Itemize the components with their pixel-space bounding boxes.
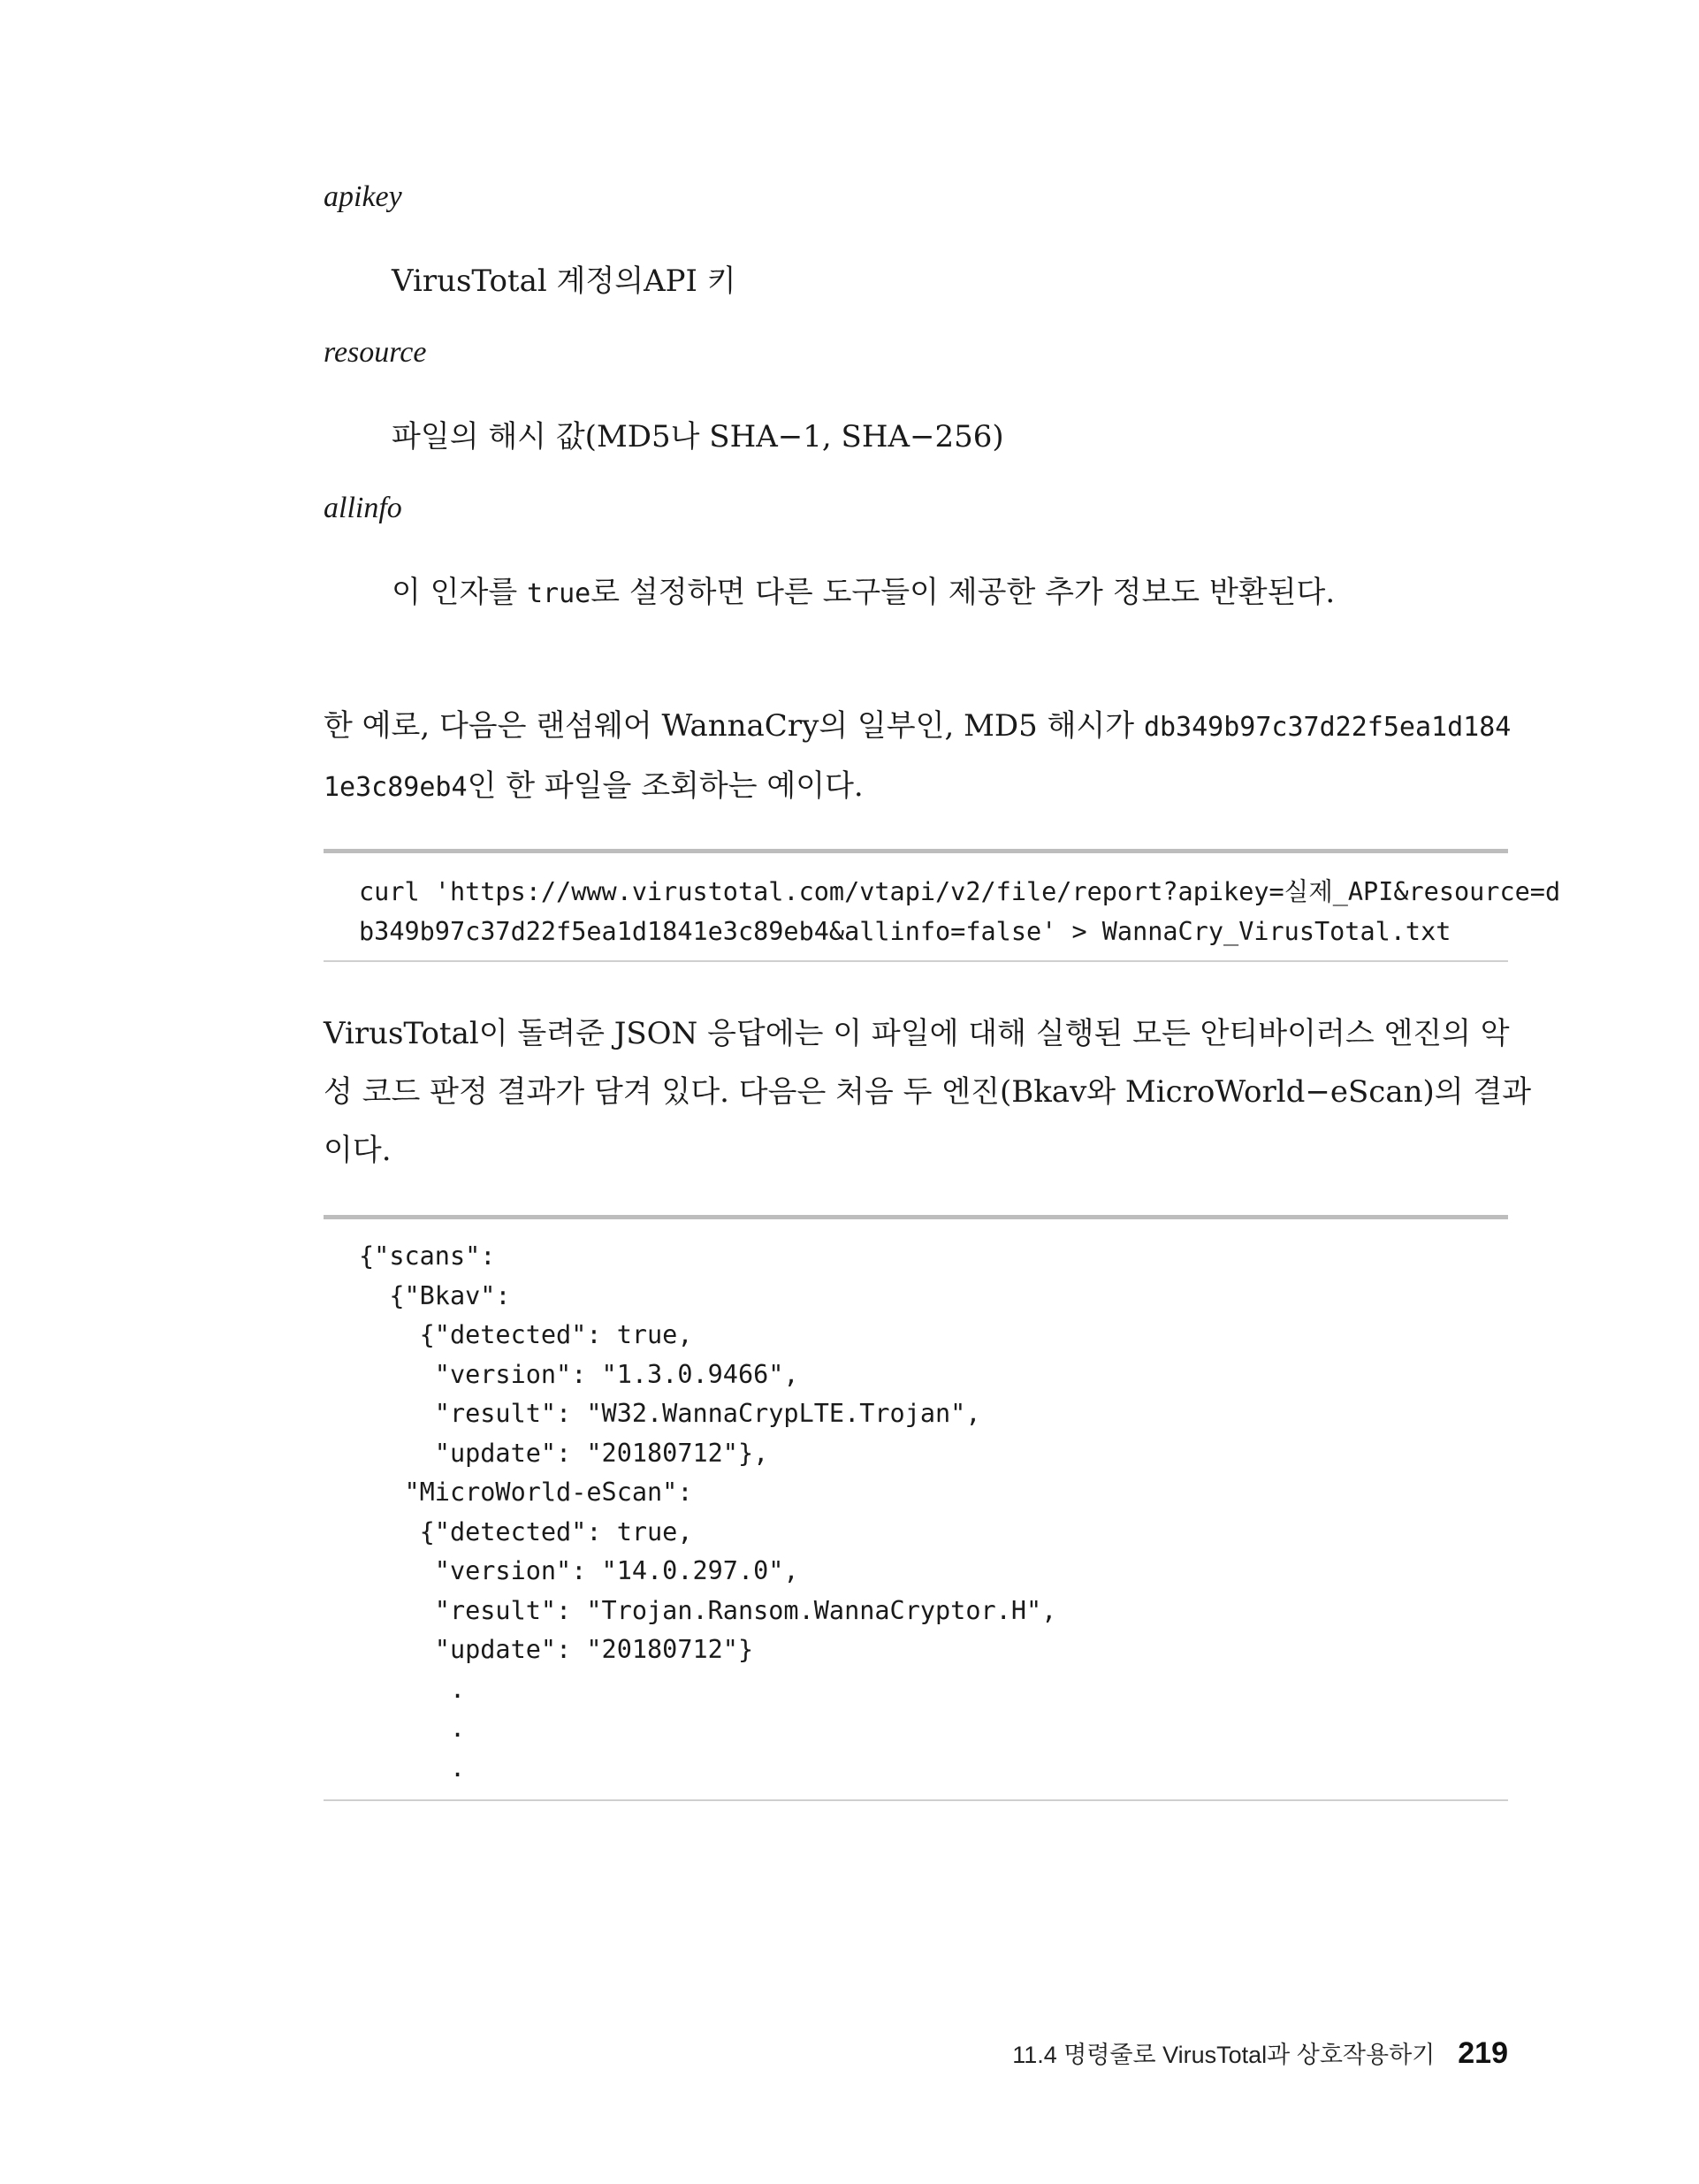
- param-name-apikey: apikey: [324, 180, 402, 213]
- desc-text: 로 설정하면 다른 도구들이 제공한 추가 정보도 반환된다.: [590, 575, 1336, 610]
- paragraph-line: 이다.: [324, 1133, 392, 1168]
- inline-code-hash: 1e3c89eb4: [324, 772, 468, 803]
- intro-text: 인 한 파일을 조회하는 예이다.: [467, 768, 864, 804]
- json-code: {"scans": {"Bkav": {"detected": true, "version": "1.3.0.9466", "result": "W32.WannaCrypLTE.Trojan", "update": "20180712"}, "MicroWorld-eScan": {"detected": true, "version": "14.0.297.0", "result": "Trojan.Ransom.WannaCryptor.H", "update": "20180712"} . . .: [359, 1241, 1057, 1783]
- inline-code-hash: db349b97c37d22f5ea1d184: [1143, 712, 1512, 743]
- param-desc-allinfo: [392, 568, 1335, 611]
- result-paragraph: [324, 1004, 1532, 1180]
- param-name-resource: resource: [324, 336, 427, 369]
- paragraph-line: VirusTotal이 돌려준 JSON 응답에는 이 파일에 대해 실행된 모든 안티바이러스 엔진의 악: [324, 1016, 1510, 1051]
- param-desc-resource: 파일의 해시 값(MD5나 SHA−1, SHA−256): [392, 419, 1004, 454]
- paragraph-line: 성 코드 판정 결과가 담겨 있다. 다음은 처음 두 엔진(Bkav와 MicroWorld−eScan)의 결과: [324, 1074, 1532, 1110]
- paragraph-line: [324, 757, 1508, 817]
- desc-text: 이 인자를: [392, 575, 527, 610]
- param-desc-apikey: VirusTotal 계정의API 키: [392, 263, 736, 299]
- intro-text: 한 예로, 다음은 랜섬웨어 WannaCry의 일부인, MD5 해시가: [324, 708, 1144, 744]
- inline-code-true: true: [527, 578, 591, 609]
- curl-code-block: [324, 849, 1561, 962]
- param-name-allinfo: allinfo: [324, 492, 402, 524]
- curl-code: curl 'https://www.virustotal.com/vtapi/v2/file/report?apikey=실제_API&resource=d b349b97c37d22f5ea1d1841e3c89eb4&allinfo=false' > WannaCry_VirusTotal.txt: [359, 877, 1561, 946]
- footer-section-title: 11.4 명령줄로 VirusTotal과 상호작용하기: [1012, 2042, 1436, 2068]
- json-code-block: [324, 1215, 1508, 1801]
- paragraph-line: [324, 697, 1512, 757]
- page-footer: [1012, 2035, 1508, 2071]
- intro-paragraph: [324, 697, 1512, 817]
- page-number: 219: [1458, 2036, 1508, 2070]
